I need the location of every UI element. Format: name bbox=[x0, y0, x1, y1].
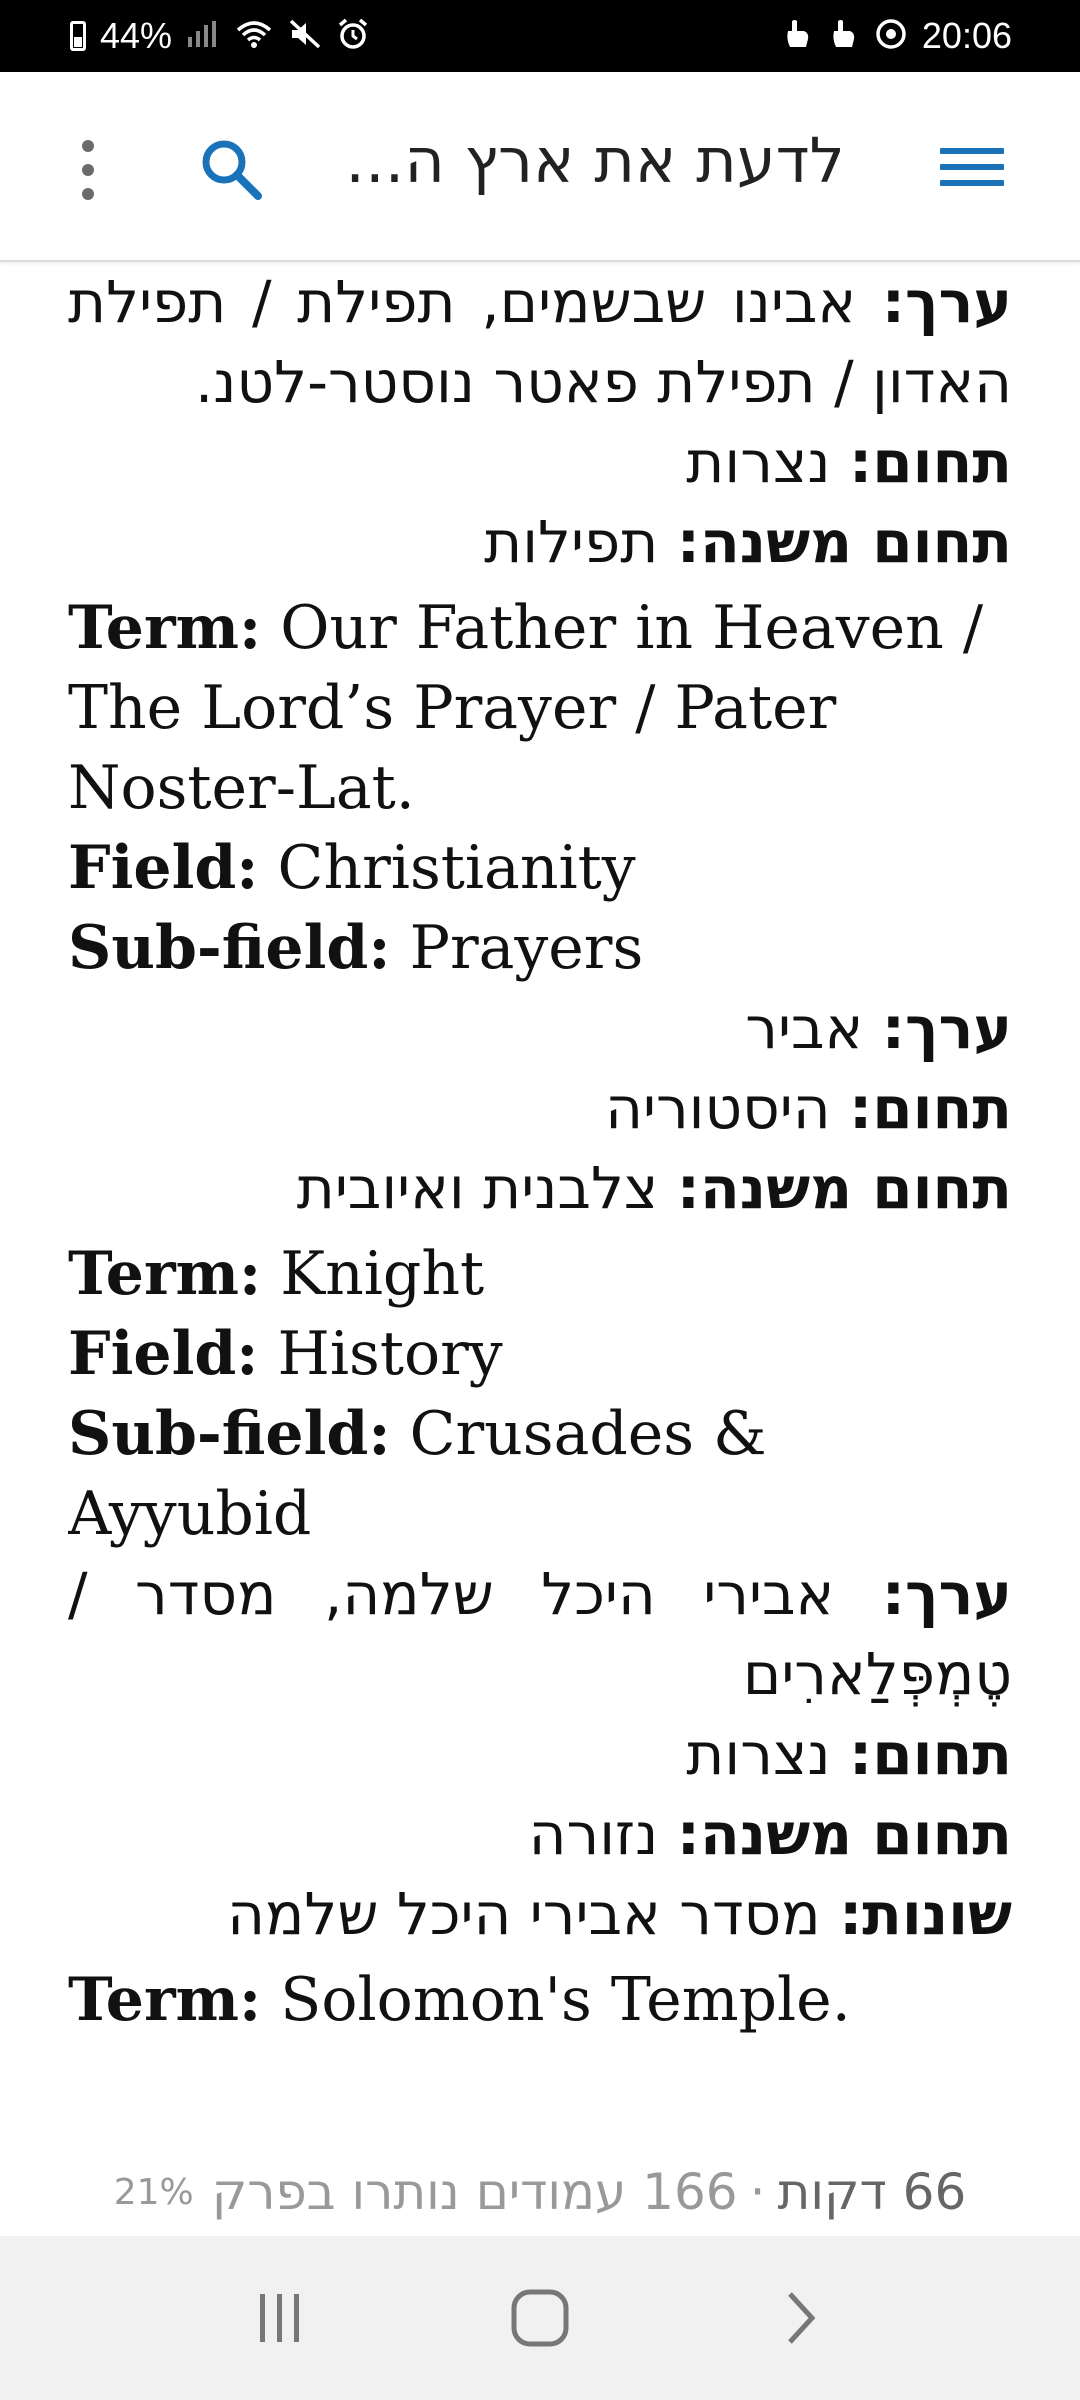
pages-left: 166 עמודים נותרו בפרק bbox=[211, 2163, 738, 2221]
he-subfield-line bbox=[68, 502, 1012, 582]
he-subfield-line bbox=[68, 1794, 1012, 1874]
he-term-value: אבירי היכל שלמה, מסדר / טֶמְפְּלַארִים bbox=[68, 1560, 1012, 1708]
glossary-entry bbox=[68, 1554, 1012, 2040]
en-term-value: Solomon's Temple. bbox=[280, 1965, 851, 2035]
system-nav-bar bbox=[0, 2236, 1080, 2400]
percent-read: 21% bbox=[113, 2171, 194, 2213]
status-right bbox=[782, 15, 1012, 57]
he-field-label: תחום: bbox=[849, 1074, 1012, 1142]
glossary-entry bbox=[68, 988, 1012, 1554]
he-term-label: ערך: bbox=[881, 994, 1012, 1062]
en-subfield-value: Crusades & Ayyubid bbox=[68, 1399, 767, 1549]
en-term-label: Term: bbox=[68, 593, 262, 663]
he-field-value: היסטוריה bbox=[605, 1074, 831, 1142]
en-field-line bbox=[68, 828, 1012, 908]
en-subfield-label: Sub-field: bbox=[68, 913, 391, 983]
recent-apps-icon[interactable] bbox=[240, 2278, 320, 2358]
battery-icon bbox=[70, 21, 86, 51]
he-subfield-label: תחום משנה: bbox=[676, 508, 1012, 576]
hamburger-menu-icon[interactable] bbox=[940, 148, 1004, 196]
en-subfield-line bbox=[68, 908, 1012, 988]
page-title: לדעת את ארץ ה... bbox=[345, 124, 845, 197]
he-term-line bbox=[68, 262, 1012, 422]
en-term-line bbox=[68, 588, 1012, 828]
he-term-label: ערך: bbox=[881, 268, 1012, 336]
he-field-line bbox=[68, 1714, 1012, 1794]
status-left bbox=[70, 15, 370, 57]
hand-notification-icon-2 bbox=[828, 17, 860, 56]
he-misc-value: מסדר אבירי היכל שלמה bbox=[227, 1880, 821, 1948]
he-term-value: אבינו שבשמים, תפילת / תפילת האדון / תפילת פאטר נוסטר-לטנ. bbox=[68, 268, 1012, 416]
he-field-value: נצרות bbox=[686, 1720, 831, 1788]
he-field-value: נצרות bbox=[686, 428, 831, 496]
search-icon[interactable] bbox=[196, 134, 266, 204]
he-term-value: אביר bbox=[745, 994, 864, 1062]
en-term-line bbox=[68, 1234, 1012, 1314]
back-icon[interactable] bbox=[760, 2278, 840, 2358]
he-misc-label: שונות: bbox=[839, 1880, 1012, 1948]
he-subfield-value: תפילות bbox=[484, 508, 659, 576]
en-field-value: History bbox=[277, 1319, 503, 1389]
alarm-icon bbox=[336, 17, 370, 56]
he-misc-line bbox=[68, 1874, 1012, 1954]
hand-notification-icon bbox=[782, 17, 814, 56]
he-subfield-value: צלבנית ואיובית bbox=[296, 1154, 659, 1222]
en-field-value: Christianity bbox=[277, 833, 636, 903]
home-icon[interactable] bbox=[500, 2278, 580, 2358]
en-term-label: Term: bbox=[68, 1239, 262, 1309]
status-bar bbox=[0, 0, 1080, 72]
he-subfield-label: תחום משנה: bbox=[676, 1800, 1012, 1868]
mute-icon bbox=[288, 18, 322, 55]
en-subfield-label: Sub-field: bbox=[68, 1399, 391, 1469]
he-field-line bbox=[68, 422, 1012, 502]
he-field-label: תחום: bbox=[849, 1720, 1012, 1788]
he-subfield-line bbox=[68, 1148, 1012, 1228]
reading-progress bbox=[0, 2152, 1080, 2232]
en-subfield-value: Prayers bbox=[409, 913, 644, 983]
separator: · bbox=[749, 2163, 766, 2221]
he-term-line bbox=[68, 988, 1012, 1068]
en-field-label: Field: bbox=[68, 833, 259, 903]
en-field-line bbox=[68, 1314, 1012, 1394]
en-term-line bbox=[68, 1960, 1012, 2040]
wifi-icon bbox=[234, 18, 274, 55]
glossary-entry bbox=[68, 262, 1012, 988]
he-term-label: ערך: bbox=[881, 1560, 1012, 1628]
en-field-label: Field: bbox=[68, 1319, 259, 1389]
reader-content[interactable] bbox=[68, 262, 1012, 2152]
he-field-label: תחום: bbox=[849, 428, 1012, 496]
signal-icon bbox=[186, 19, 220, 54]
en-subfield-line bbox=[68, 1394, 1012, 1554]
he-subfield-label: תחום משנה: bbox=[676, 1154, 1012, 1222]
app-bar bbox=[0, 72, 1080, 262]
battery-percent: 44% bbox=[100, 15, 173, 56]
clock: 20:06 bbox=[921, 15, 1012, 56]
en-term-value: Knight bbox=[280, 1239, 485, 1309]
sync-icon bbox=[874, 17, 908, 56]
he-term-line bbox=[68, 1554, 1012, 1714]
minutes-left: 66 דקות bbox=[777, 2163, 967, 2221]
he-subfield-value: נזורה bbox=[528, 1800, 659, 1868]
he-field-line bbox=[68, 1068, 1012, 1148]
more-vert-icon[interactable] bbox=[76, 140, 100, 200]
en-term-value: Our Father in Heaven / The Lord’s Prayer / Pater Noster-Lat. bbox=[68, 593, 984, 823]
en-term-label: Term: bbox=[68, 1965, 262, 2035]
